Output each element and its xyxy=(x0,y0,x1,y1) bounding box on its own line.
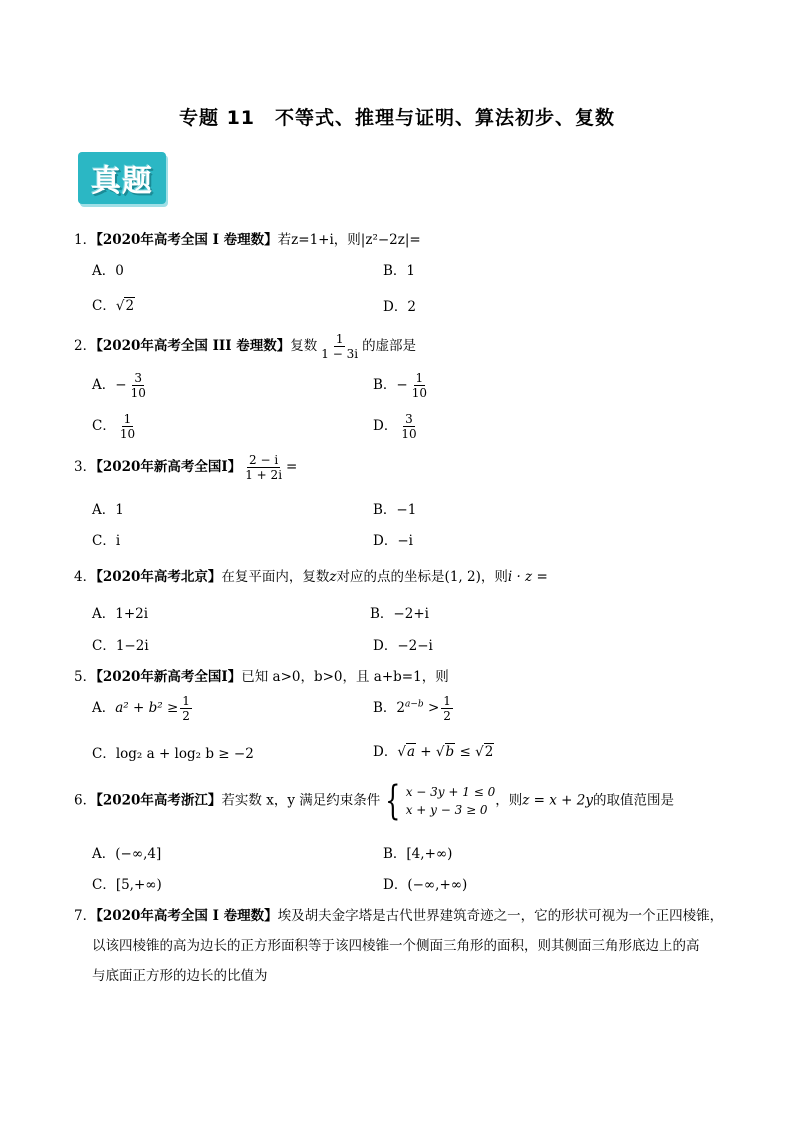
q5-b-den: 2 xyxy=(443,709,451,723)
q1-number: 1． xyxy=(74,232,97,248)
question-1 xyxy=(74,228,421,248)
question-3 xyxy=(74,453,297,482)
q5-d-a: a xyxy=(406,744,415,760)
q4-source: 【2020年高考北京】 xyxy=(96,569,222,585)
q3-option-b: B．−1 xyxy=(373,502,417,518)
q2-fraction xyxy=(319,332,360,361)
q5-d-rel: ≤ xyxy=(459,744,471,760)
q5-a-frac xyxy=(180,694,192,723)
q1-option-c-radicand: 2 xyxy=(125,298,135,314)
q3-fraction xyxy=(243,453,284,482)
q2-d-num: 3 xyxy=(405,412,413,426)
q6-expr: z = x + 2y xyxy=(522,792,593,809)
q2-a-sign: − xyxy=(115,377,127,393)
q5-d-label: D． xyxy=(373,744,398,760)
q5-source: 【2020年新高考全国Ⅰ】 xyxy=(96,669,242,685)
q4-option-c: C．1−2i xyxy=(92,638,149,654)
q1-stem: 若z=1+i，则|z²−2z|= xyxy=(277,232,421,248)
q5-b-label: B． xyxy=(373,700,397,716)
q5-d-plus: + xyxy=(420,744,432,760)
question-5 xyxy=(74,665,449,685)
q7-line-3: 与底面正方形的边长的比值为 xyxy=(92,968,268,984)
q3-source: 【2020年新高考全国Ⅰ】 xyxy=(96,459,242,475)
left-brace-icon: { xyxy=(385,778,401,824)
sqrt-symbol: √2 xyxy=(475,744,494,760)
q5-a-expr: a² + b² ≥ xyxy=(115,700,179,716)
q2-option-b xyxy=(373,371,431,400)
q3-option-d: D．−i xyxy=(373,533,413,549)
q4-expr: i · z = xyxy=(507,569,548,585)
q6-option-d: D．(−∞,+∞) xyxy=(383,877,468,893)
question-7 xyxy=(74,904,723,924)
q4-var: z xyxy=(329,569,337,585)
q1-option-c xyxy=(92,294,135,314)
q5-number: 5． xyxy=(74,669,97,685)
q6-constraint-1: x − 3y + 1 ≤ 0 xyxy=(405,785,496,799)
q2-c-label: C． xyxy=(92,418,116,434)
q4-option-d: D．−2−i xyxy=(373,638,433,654)
q2-b-frac xyxy=(410,371,429,400)
q2-option-a xyxy=(92,371,150,400)
q4-stem-2: 对应的点的坐标是 xyxy=(336,569,445,585)
question-6 xyxy=(74,778,674,824)
q6-constraint-system xyxy=(380,778,496,824)
question-2 xyxy=(74,332,416,361)
sqrt-symbol: √a xyxy=(397,744,415,760)
page-title: 专题 11 不等式、推理与证明、算法初步、复数 xyxy=(178,107,616,129)
q2-stem-post: 的虚部是 xyxy=(362,338,417,354)
q6-stem-3: 的取值范围是 xyxy=(592,792,674,809)
q2-b-num: 1 xyxy=(415,371,424,385)
q4-coord: (1, 2) xyxy=(444,569,481,585)
q7-number: 7． xyxy=(74,908,97,924)
zhenti-badge xyxy=(78,152,166,204)
q5-b-base: 2 xyxy=(396,700,406,716)
q1-option-b: B．1 xyxy=(383,263,416,279)
q6-option-c: C．[5,+∞) xyxy=(92,877,162,893)
q5-option-b xyxy=(373,694,455,723)
q7-source: 【2020年高考全国 I 卷理数】 xyxy=(96,908,278,924)
q3-frac-num: 2 − i xyxy=(249,453,279,467)
q4-number: 4． xyxy=(74,569,97,585)
q1-option-a: A．0 xyxy=(92,263,124,279)
q3-option-a: A．1 xyxy=(92,502,124,518)
q2-option-c xyxy=(92,412,139,441)
q5-a-label: A． xyxy=(92,700,116,716)
q4-option-a: A．1+2i xyxy=(92,606,149,622)
q5-d-b: b xyxy=(445,744,455,760)
q2-a-num: 3 xyxy=(134,371,143,385)
badge-label: 真题 xyxy=(91,164,153,199)
q2-c-frac xyxy=(118,412,137,441)
sqrt-symbol: √2 xyxy=(115,298,135,314)
q2-d-label: D． xyxy=(373,418,398,434)
q2-a-den: 10 xyxy=(130,386,146,400)
q5-option-d xyxy=(373,740,494,760)
q2-stem-pre: 复数 xyxy=(290,338,318,354)
q4-stem-3: ，则 xyxy=(480,569,508,585)
q6-source: 【2020年高考浙江】 xyxy=(96,792,222,809)
q2-frac-num: 1 xyxy=(335,332,344,346)
q3-option-c: C．i xyxy=(92,533,121,549)
q1-source: 【2020年高考全国 I 卷理数】 xyxy=(96,232,278,248)
q3-number: 3． xyxy=(74,459,97,475)
q5-a-den: 2 xyxy=(182,709,190,723)
q5-stem: 已知 a>0，b>0，且 a+b=1，则 xyxy=(241,669,449,685)
q5-option-c: C．log₂ a + log₂ b ≥ −2 xyxy=(92,746,254,762)
q6-stem-2: ，则 xyxy=(495,792,523,809)
q5-b-num: 1 xyxy=(443,694,451,708)
q2-b-label: B． xyxy=(373,377,397,393)
q2-b-sign: − xyxy=(396,377,408,393)
q6-constraint-2: x + y − 3 ≥ 0 xyxy=(405,803,488,817)
q5-a-num: 1 xyxy=(182,694,190,708)
q5-b-rel: > xyxy=(427,700,440,716)
q2-d-den: 10 xyxy=(401,427,417,441)
q5-b-frac xyxy=(441,694,453,723)
q2-number: 2． xyxy=(74,338,97,354)
q1-option-d: D．2 xyxy=(383,299,416,315)
q2-a-label: A． xyxy=(92,377,116,393)
sqrt-symbol: √b xyxy=(435,744,455,760)
q6-option-a: A．(−∞,4] xyxy=(92,846,162,862)
q6-number: 6． xyxy=(74,792,97,809)
q7-line-1: 埃及胡夫金字塔是古代世界建筑奇迹之一，它的形状可视为一个正四棱锥， xyxy=(277,908,724,924)
q4-option-b: B．−2+i xyxy=(370,606,429,622)
q7-line-2: 以该四棱锥的高为边长的正方形面积等于该四棱锥一个侧面三角形的面积，则其侧面三角形底边上的高 xyxy=(92,938,700,954)
q6-stem-1: 若实数 x，y 满足约束条件 xyxy=(221,792,381,809)
q2-b-den: 10 xyxy=(411,386,428,400)
q2-source: 【2020年高考全国 III 卷理数】 xyxy=(96,338,291,354)
question-4 xyxy=(74,565,548,585)
q2-d-frac xyxy=(399,412,418,441)
q2-c-den: 10 xyxy=(119,427,136,441)
q2-c-num: 1 xyxy=(123,412,132,426)
q5-option-a xyxy=(92,694,194,723)
q5-b-exp: a−b xyxy=(405,699,424,710)
q4-stem-1: 在复平面内，复数 xyxy=(221,569,330,585)
q2-a-frac xyxy=(129,371,148,400)
q2-frac-den: 1 − 3i xyxy=(321,347,359,361)
q3-equals: = xyxy=(286,459,298,475)
q6-constraint-rows xyxy=(406,783,496,819)
q2-option-d xyxy=(373,412,421,441)
q1-option-c-label: C． xyxy=(92,298,116,314)
q6-option-b: B．[4,+∞) xyxy=(383,846,453,862)
q5-d-c: 2 xyxy=(484,744,494,760)
q3-frac-den: 1 + 2i xyxy=(245,468,283,482)
